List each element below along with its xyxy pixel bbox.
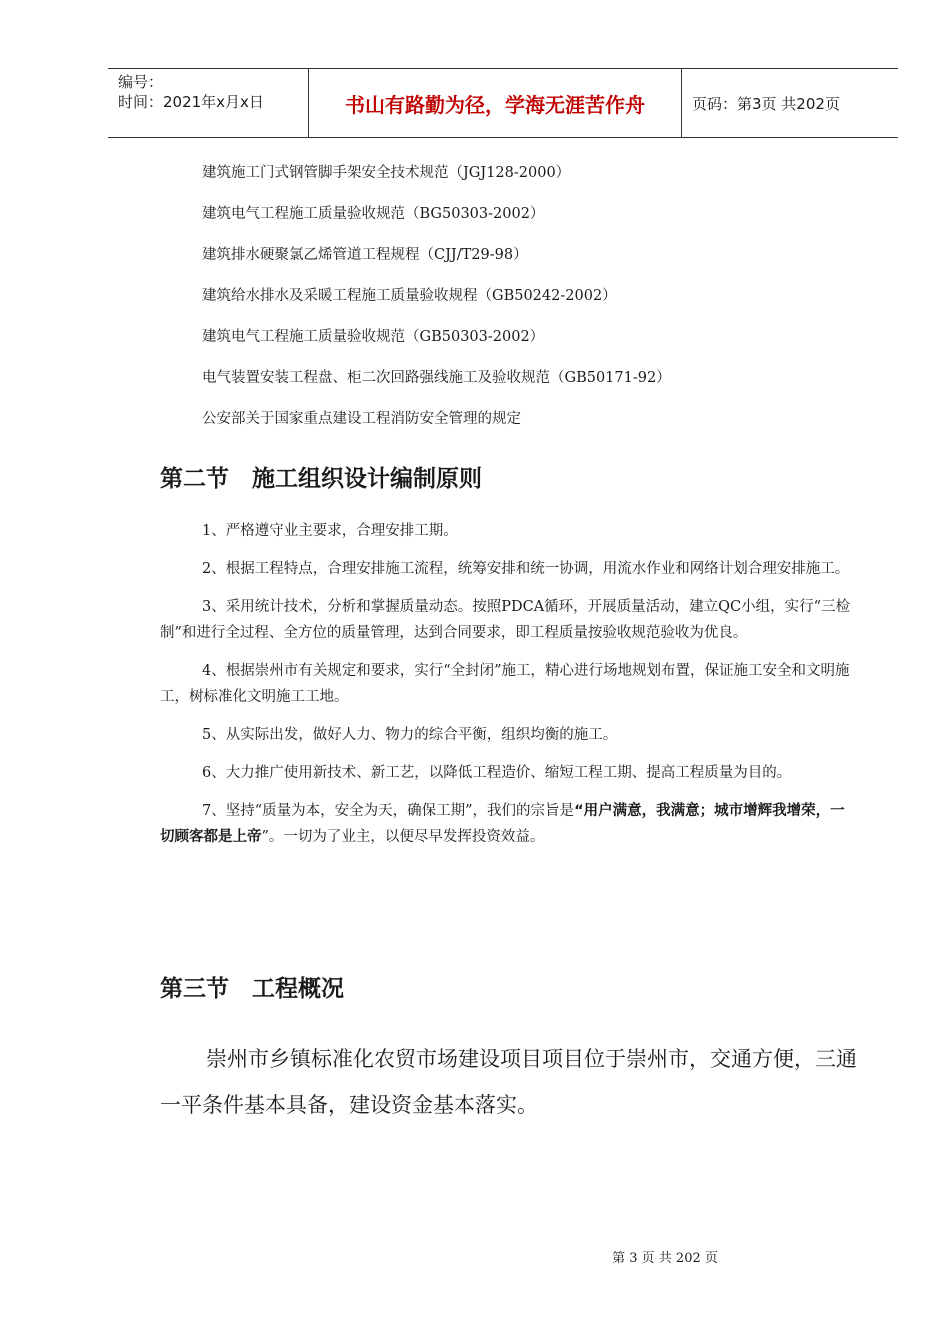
principle-item: 1、严格遵守业主要求，合理安排工期。 xyxy=(202,523,458,539)
page-footer: 第 3 页 共 202 页 xyxy=(612,1251,718,1266)
time-label: 时间：2021年x月x日 xyxy=(118,93,264,111)
principle-item: 4、根据崇州市有关规定和要求，实行“全封闭”施工，精心进行场地规划布置，保证施工安全和文明施工，树标准化文明施工工地。 xyxy=(160,663,850,705)
number-label: 编号： xyxy=(118,73,164,91)
section2-heading: 第二节 施工组织设计编制原则 xyxy=(160,466,482,492)
item7-suffix: ”。一切为了业主，以便尽早发挥投资效益。 xyxy=(261,829,545,845)
reference-item: 建筑电气工程施工质量验收规范（GB50303-2002） xyxy=(202,329,545,345)
header-meta xyxy=(108,69,309,137)
project-overview: 崇州市乡镇标准化农贸市场建设项目项目位于崇州市，交通方便，三通一平条件基本具备，建设资金基本落实。 xyxy=(160,1047,857,1117)
reference-item: 公安部关于国家重点建设工程消防安全管理的规定 xyxy=(202,411,521,427)
item7-prefix: 7、坚持“质量为本，安全为天，确保工期”，我们的宗旨是 xyxy=(202,803,575,819)
reference-list xyxy=(202,160,892,447)
principle-item: 5、从实际出发，做好人力、物力的综合平衡，组织均衡的施工。 xyxy=(202,727,618,743)
reference-item: 建筑电气工程施工质量验收规范（BG50303-2002） xyxy=(202,206,545,222)
section3-heading: 第三节 工程概况 xyxy=(160,976,344,1002)
reference-item: 建筑施工门式钢管脚手架安全技术规范（JGJ128-2000） xyxy=(202,165,571,181)
principle-item: 3、采用统计技术，分析和掌握质量动态。按照PDCA循环，开展质量活动，建立QC小组，实行“三检制”和进行全过程、全方位的质量管理，达到合同要求，即工程质量按验收规范验收为优良。 xyxy=(160,599,851,641)
principle-item: 6、大力推广使用新技术、新工艺，以降低工程造价、缩短工程工期、提高工程质量为目的。 xyxy=(202,765,792,781)
principle-item-7 xyxy=(160,798,852,850)
reference-item: 建筑排水硬聚氯乙烯管道工程规程（CJJ/T29-98） xyxy=(202,247,528,263)
item7-motto: “用户满意，我满意；城市增辉我增荣，一切顾客都是上帝 xyxy=(160,803,845,845)
header-motto: 书山有路勤为径，学海无涯苦作舟 xyxy=(309,69,682,137)
principle-item: 2、根据工程特点，合理安排施工流程，统筹安排和统一协调，用流水作业和网络计划合理安排施工。 xyxy=(202,561,850,577)
header-page-info: 页码：第3页 共202页 xyxy=(692,94,840,113)
reference-item: 电气装置安装工程盘、柜二次回路强线施工及验收规范（GB50171-92） xyxy=(202,370,671,386)
principles-list xyxy=(160,518,852,862)
reference-item: 建筑给水排水及采暖工程施工质量验收规程（GB50242-2002） xyxy=(202,288,617,304)
page-header xyxy=(108,68,898,138)
